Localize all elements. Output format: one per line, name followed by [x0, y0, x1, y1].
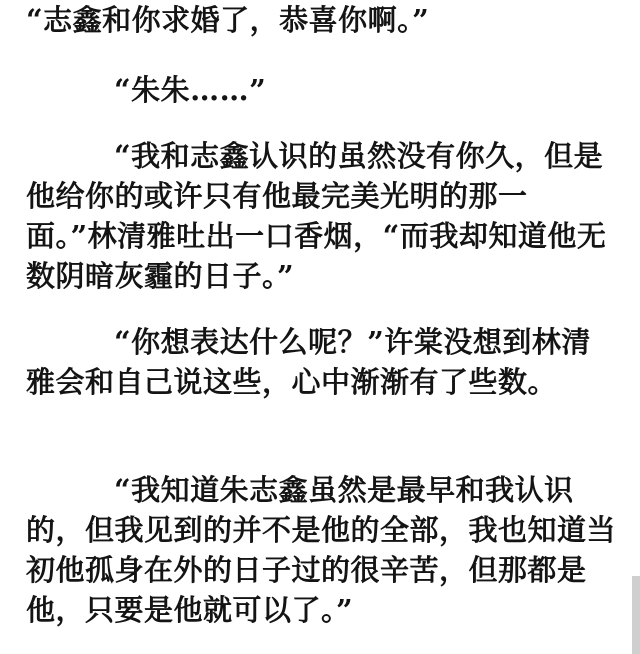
- paragraph-xu-tang-reply: “我知道朱志鑫虽然是最早和我认识的，但我见到的并不是他的全部，我也知道当初他孤身在外的日子过的很辛苦，但那都是他，只要是他就可以了。”: [26, 473, 617, 627]
- paragraph-lin-qingya-speech: “我和志鑫认识的虽然没有你久，但是他给你的或许只有他最完美光明的那一面。”林清雅吐出一口香烟，“而我却知道他无数阴暗灰霾的日子。”: [26, 139, 607, 293]
- paragraph-congratulations: “志鑫和你求婚了，恭喜你啊。”: [26, 3, 430, 37]
- paragraph-xu-tang-question: “你想表达什么呢？”许棠没想到林清雅会和自己说这些，心中渐渐有了些数。: [26, 325, 591, 399]
- scrollbar-thumb[interactable]: [632, 576, 640, 654]
- paragraph-zhuzhu: “朱朱……”: [114, 73, 267, 107]
